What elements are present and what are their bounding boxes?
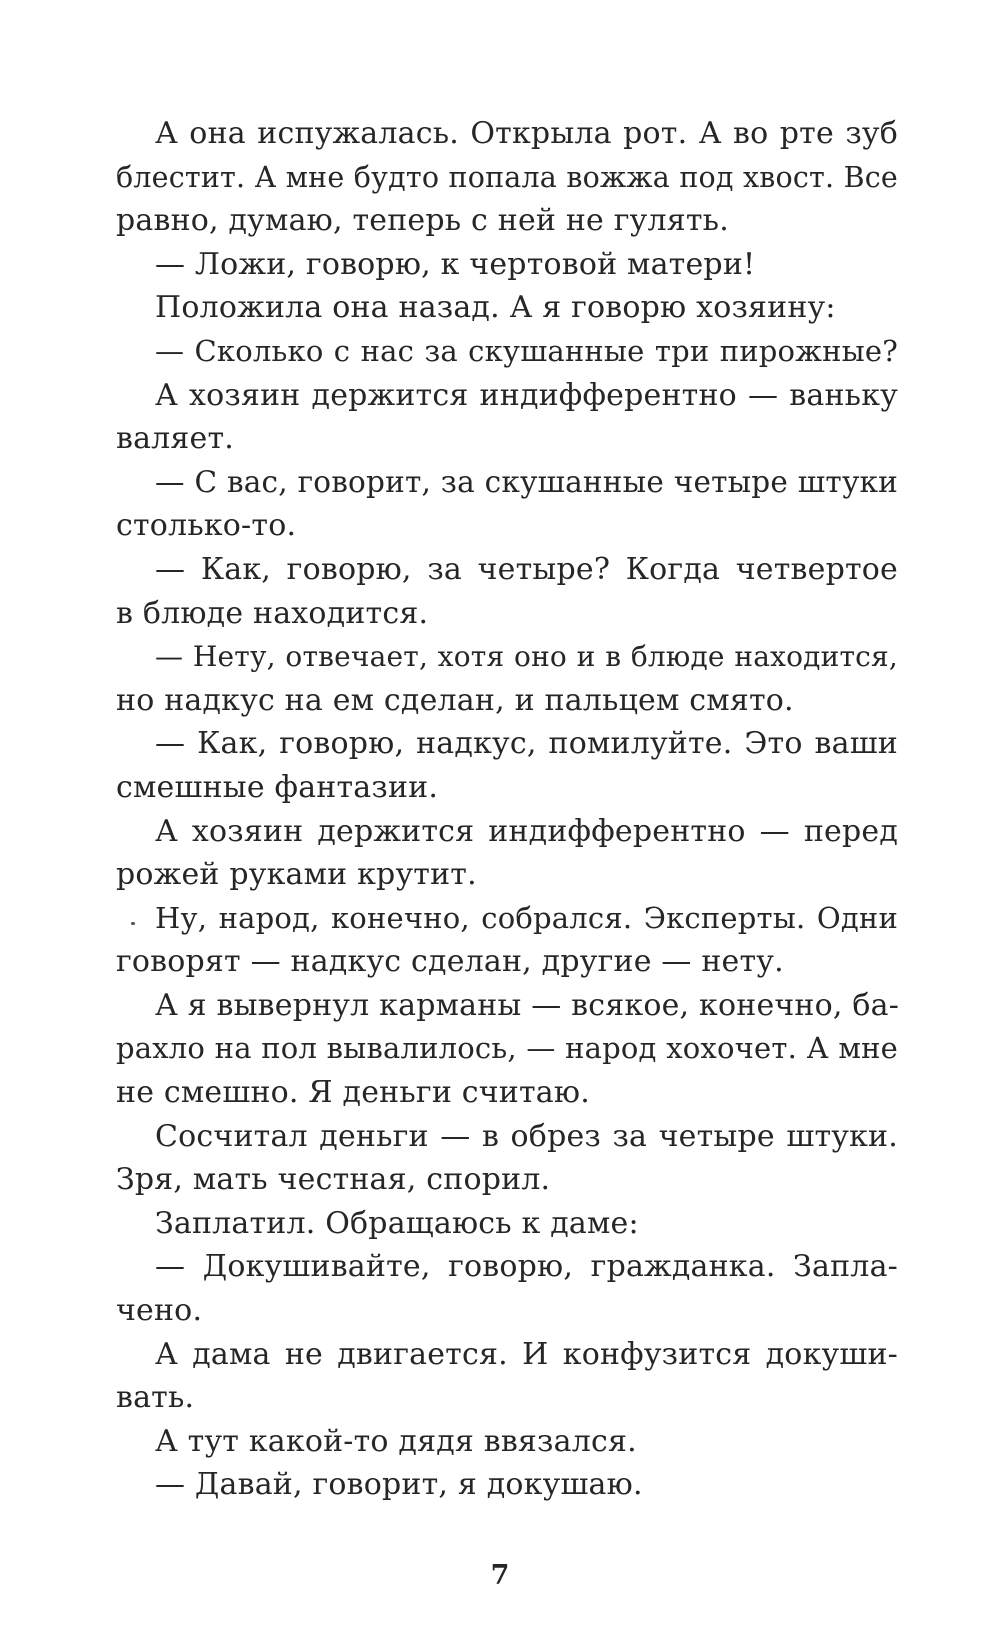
text-line: — Докушивайте, говорю, гражданка. Запла- [155, 1249, 898, 1285]
text-line: вать. [116, 1380, 195, 1416]
text-line: Заплатил. Обращаюсь к даме: [155, 1205, 639, 1241]
text-line: столько-то. [116, 508, 297, 544]
text-line: Зря, мать честная, спорил. [116, 1162, 551, 1198]
text-line: рожей руками крутит. [116, 857, 477, 893]
text-line: А дама не двигается. И конфузится докуши- [155, 1336, 898, 1372]
text-line: — Давай, говорит, я докушаю. [155, 1467, 643, 1503]
text-line: валяет. [116, 421, 235, 457]
text-line: — Ложи, говорю, к чертовой матери! [155, 246, 756, 282]
text-line: А я вывернул карманы — всякое, конечно, ба- [155, 987, 900, 1023]
text-line: рахло на пол вывалилось, — народ хохочет. А мне [116, 1031, 898, 1066]
page-number: 7 [490, 1560, 510, 1591]
text-line: А хозяин держится индифферентно — ваньку [155, 377, 898, 413]
text-line: — Как, говорю, за четыре? Когда четвертое [155, 551, 898, 587]
text-line: — С вас, говорит, за скушанные четыре штуки [155, 464, 898, 499]
text-line: А хозяин держится индифферентно — перед [155, 813, 898, 849]
print-speck [131, 922, 135, 925]
text-line: смешные фантазии. [116, 769, 439, 805]
text-line: но надкус на ем сделан, и пальцем смято. [116, 682, 794, 718]
text-line: Положила она назад. А я говорю хозяину: [155, 290, 836, 326]
text-line: чено. [116, 1293, 203, 1329]
text-line: равно, думаю, теперь с ней не гулять. [116, 203, 729, 239]
text-line: Ну, народ, конечно, собрался. Эксперты. Одни [155, 900, 898, 935]
text-line: говорят — надкус сделан, другие — нету. [116, 944, 784, 980]
text-line: Сосчитал деньги — в обрез за четыре штуки. [155, 1118, 898, 1154]
text-line: блестит. А мне будто попала вожжа под хвост. Все [116, 160, 898, 194]
text-line: А тут какой-то дядя ввязался. [155, 1423, 637, 1459]
text-line: — Нету, отвечает, хотя оно и в блюде находится, [155, 640, 898, 674]
text-line: — Как, говорю, надкус, помилуйте. Это ваши [155, 726, 898, 762]
text-line: не смешно. Я деньги считаю. [116, 1075, 590, 1111]
text-line: в блюде находится. [116, 595, 429, 631]
text-line: — Сколько с нас за скушанные три пирожные? [155, 333, 898, 368]
body-text [116, 112, 898, 1507]
text-line: А она испужалась. Открыла рот. А во рте зуб [155, 116, 898, 151]
